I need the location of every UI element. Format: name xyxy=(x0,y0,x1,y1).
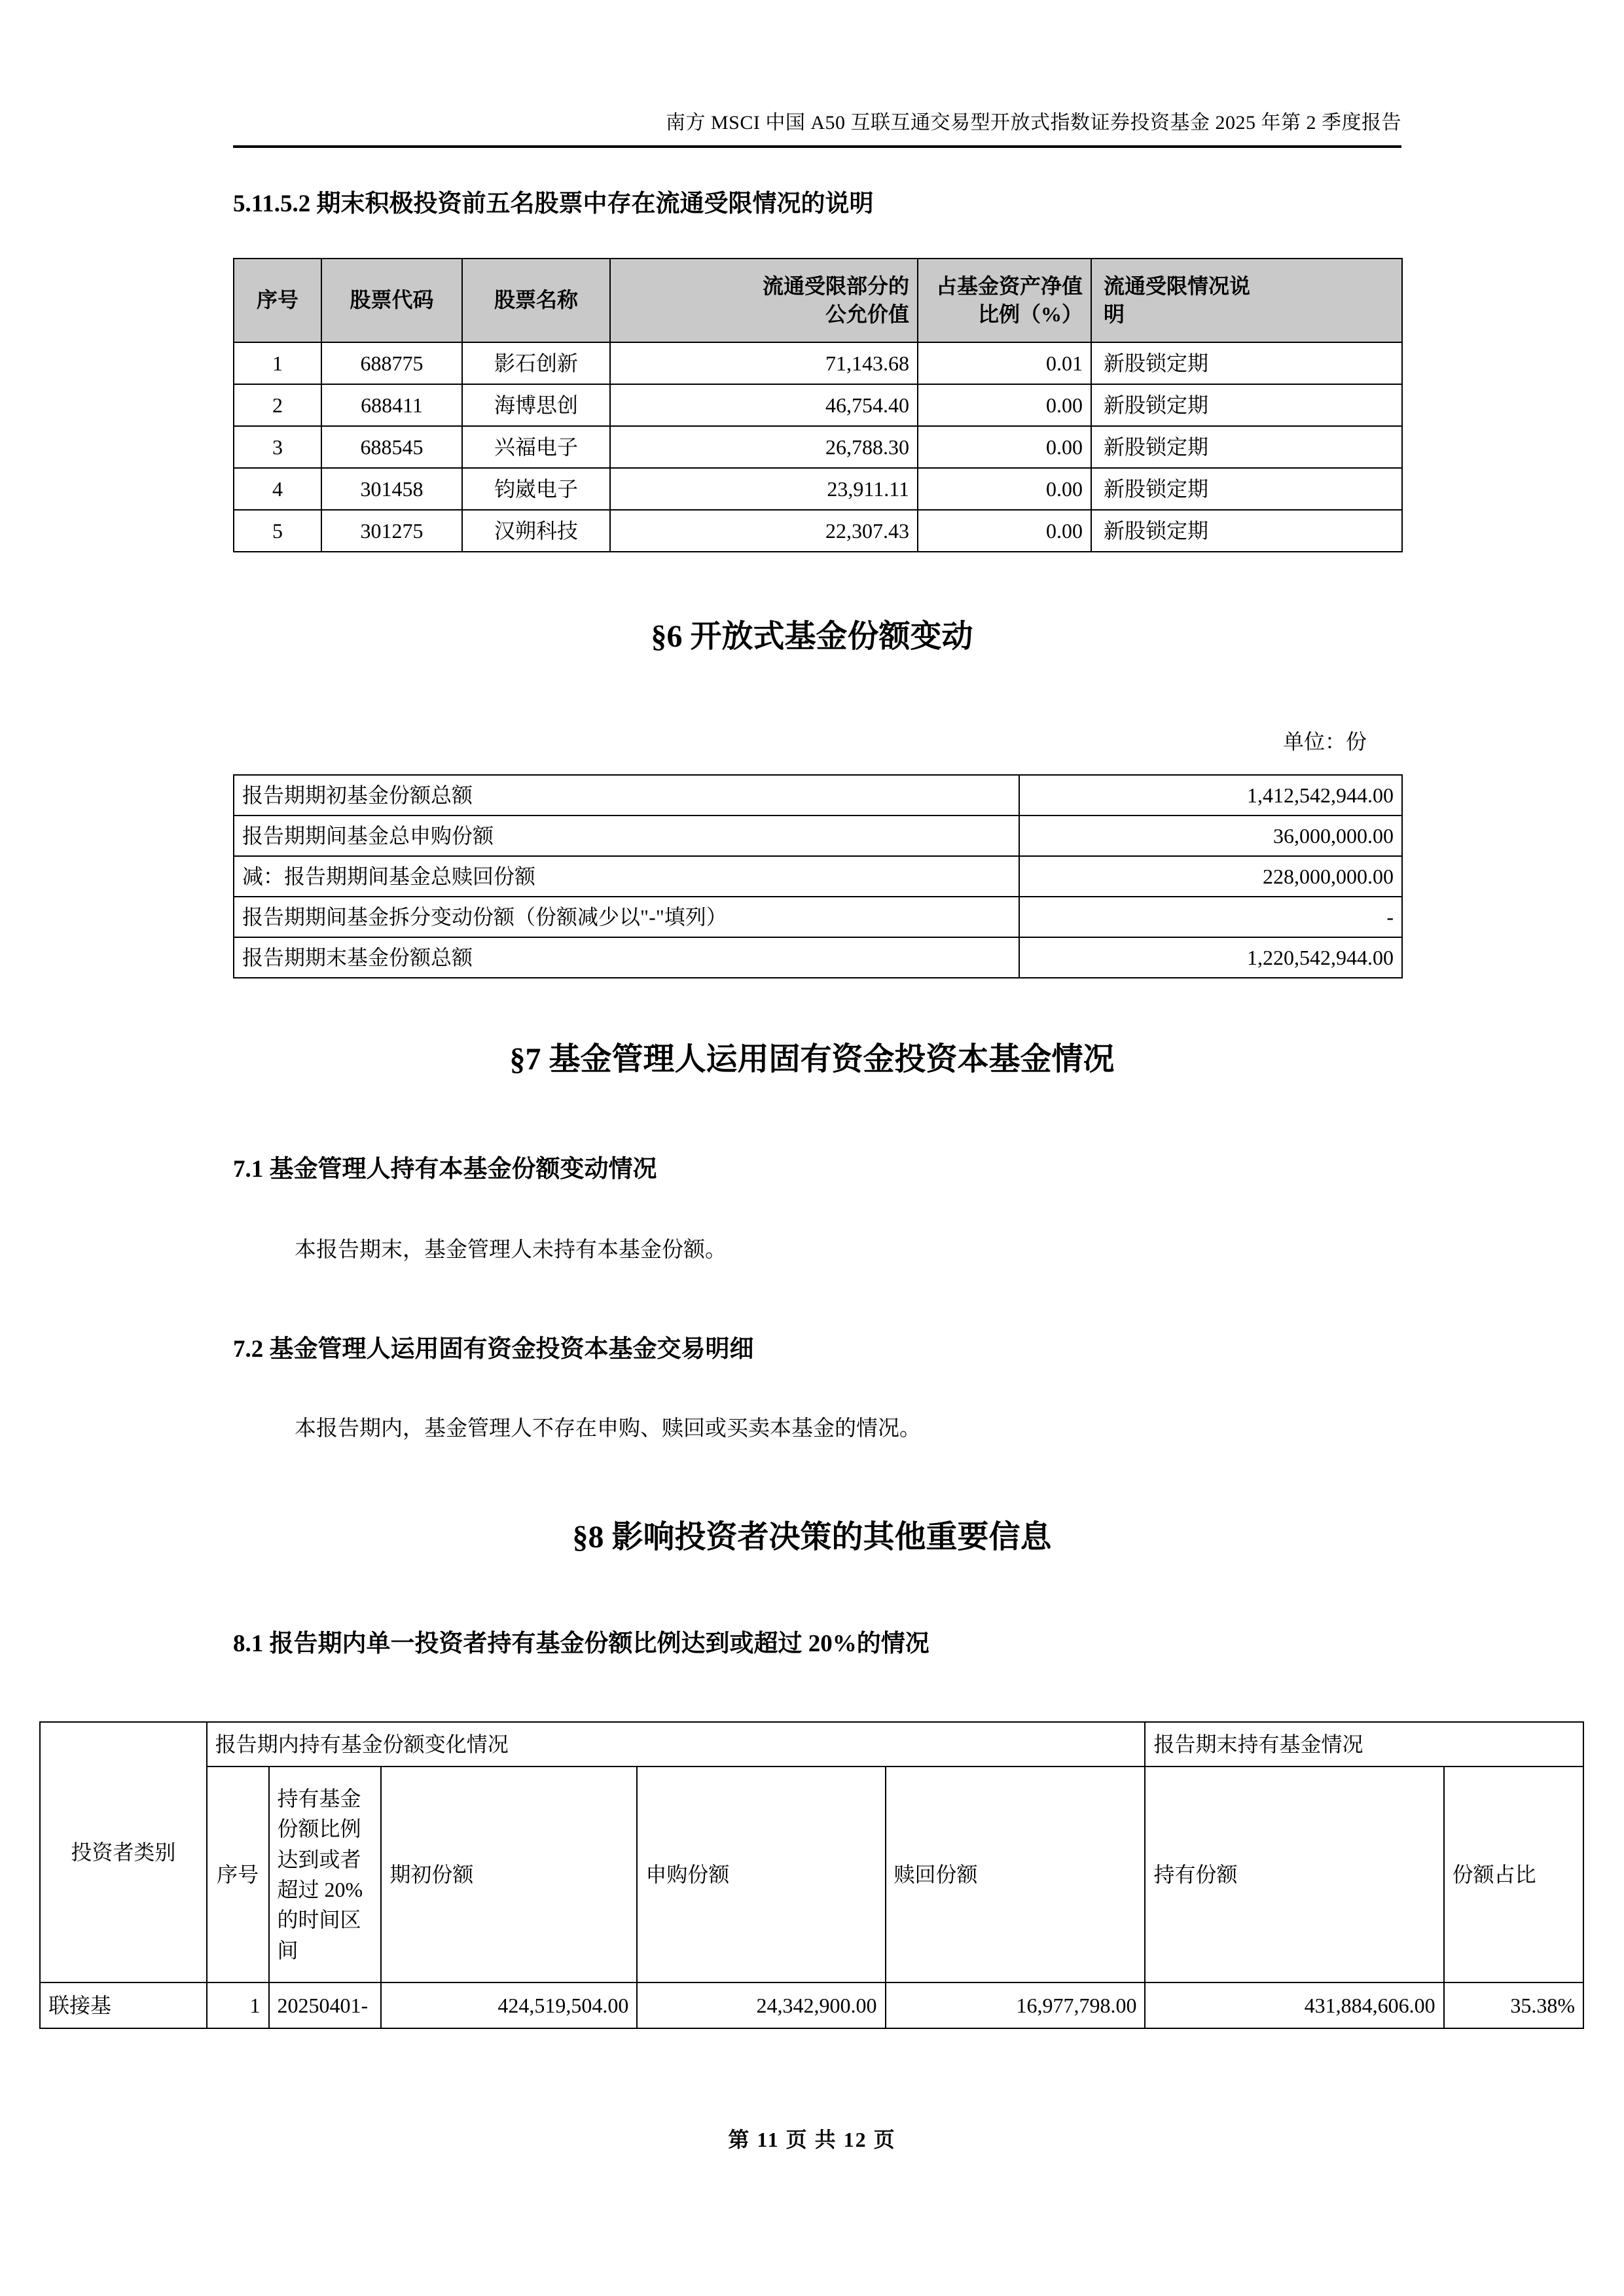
heading-5-11-5-2: 5.11.5.2 期末积极投资前五名股票中存在流通受限情况的说明 xyxy=(233,190,874,217)
table-row xyxy=(234,468,1402,510)
cell-index: 1 xyxy=(207,1982,269,2028)
cell-stock-name: 影石创新 xyxy=(462,342,610,384)
cell-stock-code: 688775 xyxy=(321,342,462,384)
table-row xyxy=(234,775,1402,816)
table-header-row xyxy=(234,259,1402,342)
running-header-title: 南方 MSCI 中国 A50 互联互通交易型开放式指数证券投资基金 2025 年第 2 季度报告 xyxy=(665,112,1401,134)
table-group-header-row xyxy=(40,1722,1583,1767)
table-row xyxy=(234,510,1402,552)
cell-index: 5 xyxy=(234,510,321,552)
cell-fair-value: 23,911.11 xyxy=(610,468,918,510)
cell-nav-ratio: 0.01 xyxy=(918,342,1091,384)
cell-redeem-shares: 16,977,798.00 xyxy=(886,1982,1146,2028)
col-header-fair-value xyxy=(610,259,918,342)
cell-restriction-note: 新股锁定期 xyxy=(1091,468,1402,510)
table-row xyxy=(234,897,1402,937)
cell-investor-type: 联接基 xyxy=(40,1982,207,2028)
col-header-investor-type: 投资者类别 xyxy=(40,1722,207,1982)
col-header-nav-ratio xyxy=(918,259,1091,342)
col-header-nav-ratio-line2: 比例（%） xyxy=(977,302,1083,326)
cell-share-amount: - xyxy=(1019,897,1402,937)
heading-section-6: §6 开放式基金份额变动 xyxy=(651,619,973,654)
cell-restriction-note: 新股锁定期 xyxy=(1091,426,1402,468)
cell-share-label: 报告期期间基金拆分变动份额（份额减少以"-"填列） xyxy=(234,897,1019,937)
cell-share-label: 减：报告期期间基金总赎回份额 xyxy=(234,856,1019,897)
cell-restriction-note: 新股锁定期 xyxy=(1091,510,1402,552)
table-row xyxy=(234,384,1402,426)
cell-restriction-note: 新股锁定期 xyxy=(1091,342,1402,384)
cell-stock-name: 汉朔科技 xyxy=(462,510,610,552)
heading-section-7: §7 基金管理人运用固有资金投资本基金情况 xyxy=(509,1042,1115,1077)
cell-share-label: 报告期期初基金份额总额 xyxy=(234,775,1019,816)
cell-nav-ratio: 0.00 xyxy=(918,426,1091,468)
col-header-restriction-note-line2: 明 xyxy=(1104,302,1125,326)
cell-index: 1 xyxy=(234,342,321,384)
table-row xyxy=(234,937,1402,978)
cell-stock-name: 海博思创 xyxy=(462,384,610,426)
cell-purchase-shares: 24,342,900.00 xyxy=(637,1982,885,2028)
heading-7-2: 7.2 基金管理人运用固有资金投资本基金交易明细 xyxy=(233,1336,754,1363)
col-header-stock-code: 股票代码 xyxy=(321,259,462,342)
col-header-index: 序号 xyxy=(234,259,321,342)
group-header-end-of-period: 报告期末持有基金情况 xyxy=(1145,1722,1583,1767)
group-header-during-period: 报告期内持有基金份额变化情况 xyxy=(207,1722,1146,1767)
cell-stock-name: 钧崴电子 xyxy=(462,468,610,510)
col-header-index: 序号 xyxy=(207,1767,269,1982)
cell-index: 2 xyxy=(234,384,321,426)
cell-time-range: 20250401- xyxy=(269,1982,382,2028)
col-header-fair-value-line1: 流通受限部分的 xyxy=(762,274,909,298)
cell-held-shares: 431,884,606.00 xyxy=(1145,1982,1443,2028)
table-row xyxy=(234,856,1402,897)
cell-index: 3 xyxy=(234,426,321,468)
cell-fair-value: 71,143.68 xyxy=(610,342,918,384)
col-header-begin-shares: 期初份额 xyxy=(381,1767,637,1982)
cell-begin-shares: 424,519,504.00 xyxy=(381,1982,637,2028)
cell-nav-ratio: 0.00 xyxy=(918,468,1091,510)
col-header-redeem-shares: 赎回份额 xyxy=(886,1767,1146,1982)
col-header-fair-value-line2: 公允价值 xyxy=(825,302,909,326)
table-header-row xyxy=(40,1767,1583,1982)
col-header-purchase-shares: 申购份额 xyxy=(637,1767,885,1982)
cell-share-amount: 36,000,000.00 xyxy=(1019,816,1402,856)
cell-index: 4 xyxy=(234,468,321,510)
paragraph-7-1: 本报告期末，基金管理人未持有本基金份额。 xyxy=(295,1238,727,1262)
cell-stock-name: 兴福电子 xyxy=(462,426,610,468)
col-header-restriction-note xyxy=(1091,259,1402,342)
paragraph-7-2: 本报告期内，基金管理人不存在申购、赎回或买卖本基金的情况。 xyxy=(295,1417,921,1441)
col-header-restriction-note-line1: 流通受限情况说 xyxy=(1104,274,1251,298)
cell-nav-ratio: 0.00 xyxy=(918,510,1091,552)
cell-stock-code: 688545 xyxy=(321,426,462,468)
cell-fair-value: 22,307.43 xyxy=(610,510,918,552)
cell-share-label: 报告期期末基金份额总额 xyxy=(234,937,1019,978)
page-number-footer: 第 11 页 共 12 页 xyxy=(728,2128,896,2151)
table-row xyxy=(234,816,1402,856)
cell-fair-value: 26,788.30 xyxy=(610,426,918,468)
major-investor-table xyxy=(39,1721,1584,2029)
unit-label-section-6: 单位：份 xyxy=(1283,730,1367,753)
cell-restriction-note: 新股锁定期 xyxy=(1091,384,1402,426)
cell-fair-value: 46,754.40 xyxy=(610,384,918,426)
col-header-held-shares: 持有份额 xyxy=(1145,1767,1443,1982)
heading-section-8: §8 影响投资者决策的其他重要信息 xyxy=(572,1520,1052,1554)
col-header-time-range: 持有基金份额比例达到或者超过 20%的时间区间 xyxy=(269,1767,382,1982)
table-row xyxy=(234,342,1402,384)
col-header-stock-name: 股票名称 xyxy=(462,259,610,342)
restricted-stocks-table xyxy=(233,258,1403,552)
header-divider-rule xyxy=(233,145,1401,148)
heading-8-1: 8.1 报告期内单一投资者持有基金份额比例达到或超过 20%的情况 xyxy=(233,1630,929,1657)
cell-share-ratio: 35.38% xyxy=(1444,1982,1583,2028)
cell-share-label: 报告期期间基金总申购份额 xyxy=(234,816,1019,856)
cell-share-amount: 1,220,542,944.00 xyxy=(1019,937,1402,978)
col-header-share-ratio: 份额占比 xyxy=(1444,1767,1583,1982)
heading-7-1: 7.1 基金管理人持有本基金份额变动情况 xyxy=(233,1156,657,1183)
cell-nav-ratio: 0.00 xyxy=(918,384,1091,426)
fund-share-change-table xyxy=(233,774,1403,978)
table-row xyxy=(40,1982,1583,2028)
cell-stock-code: 301275 xyxy=(321,510,462,552)
cell-stock-code: 688411 xyxy=(321,384,462,426)
col-header-nav-ratio-line1: 占基金资产净值 xyxy=(935,274,1083,298)
cell-stock-code: 301458 xyxy=(321,468,462,510)
table-row xyxy=(234,426,1402,468)
cell-share-amount: 228,000,000.00 xyxy=(1019,856,1402,897)
cell-share-amount: 1,412,542,944.00 xyxy=(1019,775,1402,816)
